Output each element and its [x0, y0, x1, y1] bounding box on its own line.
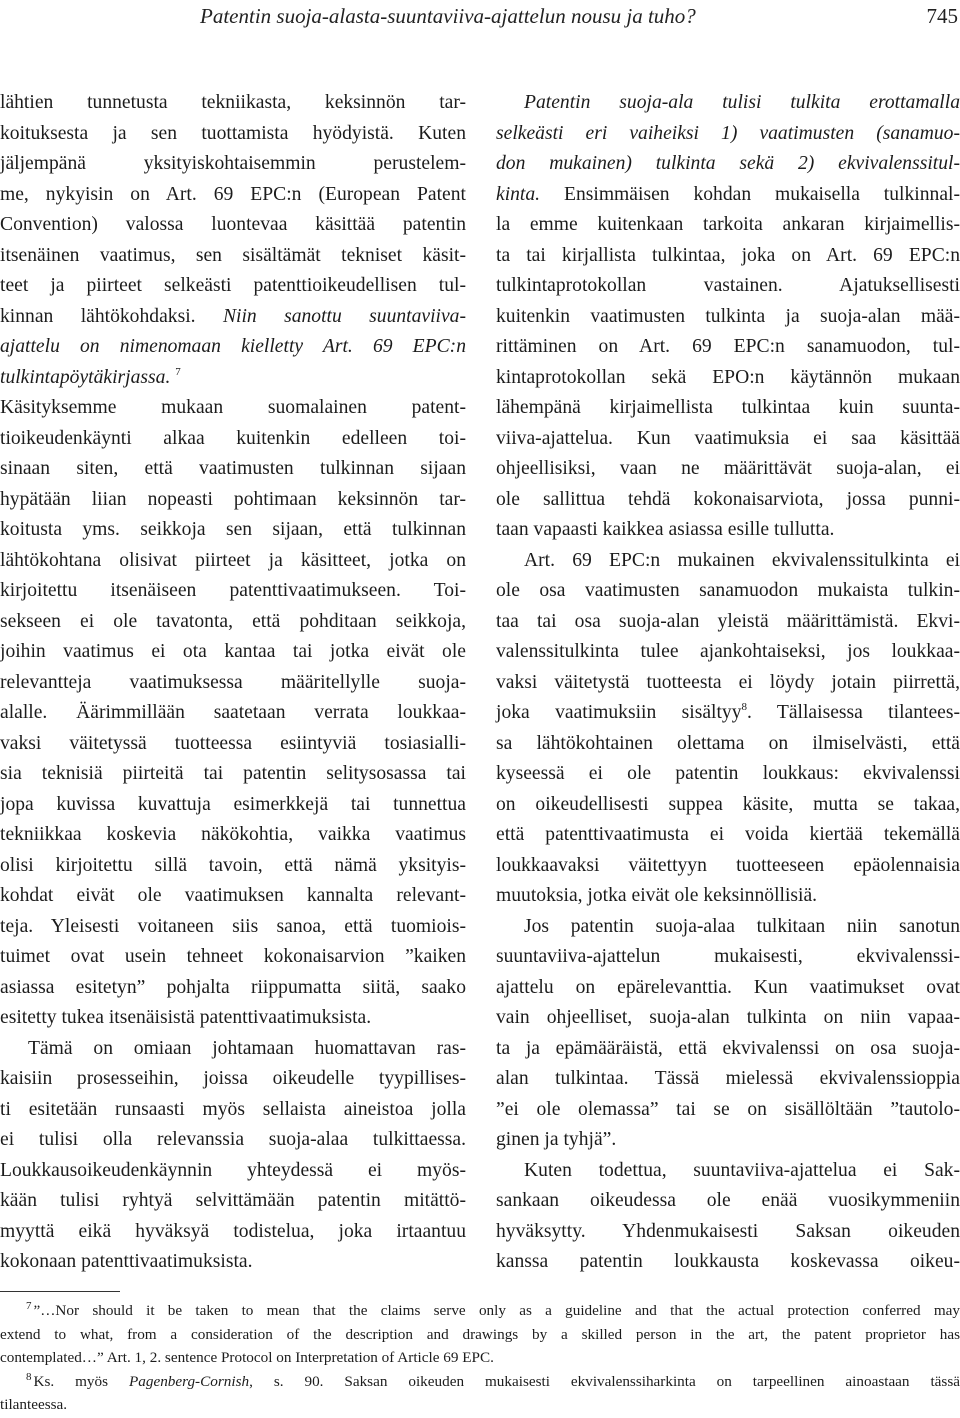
- text-line: kanssa patentin loukkausta koskevassa oikeu-: [496, 1251, 960, 1272]
- text-line: kohdat eivät ole vaatimuksen kannalta relevant-: [0, 885, 466, 906]
- text-line: Käsityksemme mukaan suomalainen patent-: [0, 397, 466, 418]
- text-run: Ks. myös: [33, 1372, 129, 1390]
- text-run: ”…Nor should it be taken to mean that the claims serve only as a guideline and that the actual protection conferred may: [33, 1302, 960, 1319]
- text-line: jopa kuvissa kuvattuja esimerkkejä tai tunnettua: [0, 793, 466, 815]
- text-line: Convention) valossa luontevaa käsittää patentin: [0, 214, 466, 235]
- text-line: vaksi väitetyssä tuotteessa esiintyviä tosiasialli-: [0, 732, 466, 754]
- text-line: lähtien tunnetusta tekniikasta, keksinnön tar-: [0, 92, 466, 113]
- text-line: koitusta yms. seikkoja sen sijaan, että tulkinnan: [0, 519, 466, 540]
- text-line: että patenttivaatimusta ei voida kiertää tekemällä: [496, 824, 960, 845]
- italic-line: selkeästi eri vaiheiksi 1) vaatimusten (sanamuo-: [496, 122, 960, 144]
- footnote-ref-7: 7: [175, 365, 181, 378]
- italic-run: tulkintapöytäkirjassa.: [0, 366, 171, 388]
- italic-line: don mukainen) tulkinta sekä 2) ekvivalenssitul-: [496, 153, 960, 174]
- text-line: myyttä eikä hyväksyä todistelua, joka irtaantuu: [0, 1220, 466, 1242]
- text-line: kaisiin prosesseihin, joissa oikeudelle tyypillises-: [0, 1068, 466, 1089]
- footnote-8-line: [0, 1370, 960, 1394]
- footnotes: [0, 1299, 960, 1417]
- italic-line: Patentin suoja-ala tulisi tulkita erottamalla: [524, 92, 960, 113]
- text-run: . Tällaisessa tilantees-: [747, 702, 960, 723]
- italic-line: ajattelu on nimenomaan kielletty Art. 69 EPC:n: [0, 336, 466, 357]
- right-column: [496, 88, 960, 1278]
- text-line: viiva-ajattelua. Kun vaatimuksia ei saa käsittää: [496, 427, 960, 449]
- text-line: ta ja epämääräistä, että ekvivalenssi on osa suoja-: [496, 1037, 960, 1059]
- text-line-mixed: [0, 302, 466, 333]
- text-line: taa tai osa suoja-alan yleistä määrittämistä. Ekvi-: [496, 610, 960, 632]
- text-run: , s. 90. Saksan oikeuden mukaisesti ekvivalenssiharkinta on tarpeellinen ainoastaan tässä: [249, 1372, 960, 1390]
- text-line: ole sallittua tehdä kokonaisarviota, jossa punni-: [496, 488, 960, 510]
- text-line: itsenäinen vaatimus, sen sisältämät tekniset käsit-: [0, 244, 466, 266]
- text-line: ti esitetään runsaasti myös sellaista aineistoa jolla: [0, 1098, 466, 1120]
- text-line: lähempänä kirjaimellista tulkintaa kuin suunta-: [496, 397, 960, 418]
- text-line: lähtökohtana olisivat piirteet ja käsitteet, jotka on: [0, 549, 466, 571]
- text-line: tioikeudenkäynti alkaa kuitenkin edelleen toi-: [0, 427, 466, 449]
- text-line: tuimet ovat usein tehneet kokonaisarvion ”kaiken: [0, 946, 466, 967]
- text-line-mixed: [0, 363, 466, 394]
- text-line: joihin vaatimus ei ota kantaa tai jotka eivät ole: [0, 641, 466, 662]
- text-line: kuitenkin vaatimusten tulkinta ja suoja-alan mää-: [496, 305, 960, 327]
- text-run: Ensimmäisen kohdan mukaisella tulkinnal-: [563, 183, 960, 205]
- text-line: ohjeellisiksi, vaan ne määrittävät suoja-alan, ei: [496, 458, 960, 479]
- footnote-7-line: [0, 1299, 960, 1323]
- text-line: suuntaviiva-ajattelun mukaisesti, ekvivalenssi-: [496, 946, 960, 967]
- text-line: esitetty tukea itsenäisistä patenttivaatimuksista.: [0, 1007, 372, 1028]
- text-line: Loukkausoikeudenkäynnin yhteydessä ei myös-: [0, 1159, 466, 1181]
- text-line: relevantteja vaatimuksessa määritellylle suoja-: [0, 671, 466, 693]
- page-header: [0, 2, 960, 34]
- text-line: la emme kuitenkaan tarkoita ankaran kirjaimellis-: [496, 214, 960, 235]
- text-line: kyseessä ei ole patentin loukkaus: ekvivalenssi: [496, 763, 960, 784]
- text-line: hypätään liian nopeasti pohtimaan keksinnön tar-: [0, 488, 466, 510]
- text-line: tulkintaprotokollan vastainen. Ajatuksellisesti: [496, 275, 960, 296]
- text-line: ”ei ole olemassa” tai se on sisällöltään ”tautolo-: [496, 1098, 960, 1120]
- text-line: ginen ja tyhjä”.: [496, 1129, 617, 1150]
- text-line: koituksesta ja sen tuottamista hyödyistä. Kuten: [0, 122, 466, 144]
- footnote-8-line: tilanteessa.: [0, 1396, 68, 1413]
- text-line-mixed: [496, 698, 960, 729]
- text-line: Tämä on omiaan johtamaan huomattavan ras-: [28, 1037, 466, 1059]
- italic-run: kinta.: [496, 183, 541, 205]
- text-run: joka vaatimuksiin sisältyy: [496, 702, 742, 723]
- text-line: teja. Yleisesti voitaneen siis sanoa, että tuomiois-: [0, 915, 466, 937]
- text-line: sinaan siten, että vaatimusten tulkinnan sijaan: [0, 458, 466, 479]
- footnote-7-line: contemplated…” Art. 1, 2. sentence Protocol on Interpretation of Article 69 EPC.: [0, 1349, 494, 1366]
- text-line: teet ja piirteet selkeästi patenttioikeudellisen tul-: [0, 275, 466, 296]
- text-line: Art. 69 EPC:n mukainen ekvivalenssitulkinta ei: [524, 549, 960, 571]
- left-column: [0, 88, 466, 1278]
- text-line: ajattelu on epärelevanttia. Kun vaatimukset ovat: [496, 976, 960, 998]
- page-number: 745: [926, 4, 958, 28]
- text-line: kokonaan patenttivaatimuksista.: [0, 1251, 253, 1272]
- text-line: Jos patentin suoja-alaa tulkitaan niin sanotun: [524, 915, 960, 937]
- text-line: alalle. Äärimmillään saatetaan verrata loukkaa-: [0, 702, 466, 723]
- footnote-ref-8: 8: [741, 701, 747, 713]
- text-line: sa lähtökohtainen olettama on ilmiselvästi, että: [496, 732, 960, 754]
- text-line: alan tulkintaa. Tässä mielessä ekvivalenssioppia: [496, 1068, 960, 1089]
- text-line: sankaan oikeudessa ole enää vuosikymmeniin: [496, 1190, 960, 1211]
- text-line: hyväksytty. Yhdenmukaisesti Saksan oikeuden: [496, 1220, 960, 1242]
- text-line: kirjoitettu itsenäiseen patenttivaatimukseen. Toi-: [0, 580, 466, 601]
- text-line: olisi kirjoitettu sillä tavoin, että nämä yksityis-: [0, 854, 466, 876]
- text-line: sekseen ei ole tavatonta, että pohditaan seikkoja,: [0, 610, 466, 632]
- text-line: valenssitulkinta tulee ajankohtaiseksi, jos loukkaa-: [496, 641, 960, 662]
- footnote-7-mark: 7: [26, 1300, 32, 1312]
- text-line: loukkaavaksi väitettyyn tuotteeseen epäolennaisia: [496, 854, 960, 876]
- text-line: ta tai kirjallista tulkintaa, joka on Art. 69 EPC:n: [496, 244, 960, 266]
- text-line: on oikeudellisesti suppea käsite, mutta se takaa,: [496, 793, 960, 815]
- text-line: jäljempänä yksityiskohtaisemmin perustelem-: [0, 153, 466, 174]
- text-line: ole osa vaatimusten sanamuodon mukaista tulkin-: [496, 580, 960, 601]
- footnote-7-line: extend to what, from a consideration of the description and drawings by a skilled person in the art, the patent proprietor has: [0, 1325, 960, 1343]
- text-line: ei tulisi olla relevanssia suoja-alaa tulkittaessa.: [0, 1129, 466, 1150]
- footnote-divider: [0, 1291, 120, 1292]
- text-line: me, nykyisin on Art. 69 EPC:n (European Patent: [0, 183, 466, 205]
- text-line-mixed: [496, 180, 960, 211]
- text-line: Kuten todettua, suuntaviiva-ajattelua ei Sak-: [524, 1159, 960, 1181]
- text-line: rittäminen on Art. 69 EPC:n sanamuodon, tul-: [496, 336, 960, 357]
- text-run: kinnan lähtökohdaksi.: [0, 305, 196, 327]
- text-line: kään tulisi ryhtyä selvittämään patentin mitättö-: [0, 1190, 466, 1211]
- text-line: vaksi väitetystä tuotteesta ei löydy jotain piirrettä,: [496, 671, 960, 693]
- footnote-8-mark: 8: [26, 1370, 32, 1383]
- text-line: sia teknisiä piirteitä tai patentin selitysosassa tai: [0, 763, 466, 784]
- text-line: asiassa esitetyn” pohjalta riippumatta siitä, saako: [0, 976, 466, 998]
- running-title: Patentin suoja-alasta-suuntaviiva-ajattelun nousu ja tuho?: [200, 4, 696, 28]
- italic-run: Niin sanottu suuntaviiva-: [222, 305, 467, 327]
- text-line: muutoksia, jotka eivät ole keksinnöllisiä.: [496, 885, 818, 906]
- text-line: taan vapaasti kaikkea asiassa esille tullutta.: [496, 519, 835, 540]
- text-line: tekniikkaa koskevia näkökohtia, vaikka vaatimus: [0, 824, 466, 845]
- italic-run: Pagenberg-Cornish: [128, 1372, 250, 1390]
- text-line: kintaprotokollan sekä EPO:n käytännön mukaan: [496, 366, 960, 388]
- text-line: vain ohjeelliset, suoja-alan tulkinta on niin vapaa-: [496, 1007, 960, 1028]
